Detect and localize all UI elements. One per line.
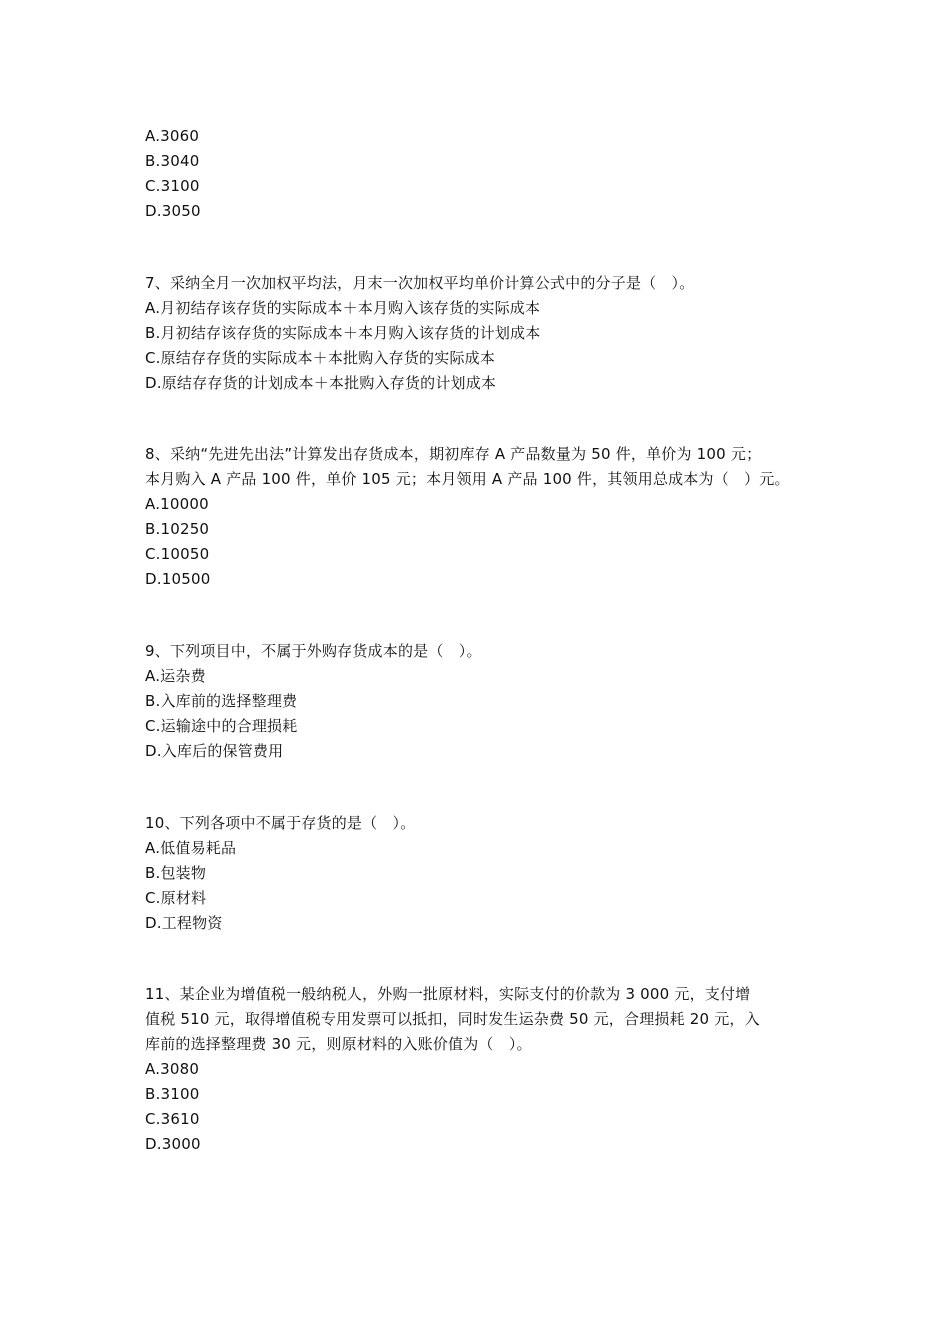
option-c: C.3610 bbox=[145, 1110, 200, 1128]
question-text-line-3: 库前的选择整理费 30 元，则原材料的入账价值为（ ）。 bbox=[145, 1035, 532, 1053]
option-d: D.原结存存货的计划成本＋本批购入存货的计划成本 bbox=[145, 374, 497, 392]
question-text-line-2: 值税 510 元，取得增值税专用发票可以抵扣，同时发生运杂费 50 元，合理损耗 20 元，入 bbox=[145, 1010, 760, 1028]
option-c: C.原结存存货的实际成本＋本批购入存货的实际成本 bbox=[145, 349, 496, 367]
question-text-line-1: 8、采纳“先进先出法”计算发出存货成本，期初库存 A 产品数量为 50 件，单价为 100 元； bbox=[145, 445, 762, 463]
option-c: C.3100 bbox=[145, 177, 200, 195]
option-b: B.月初结存该存货的实际成本＋本月购入该存货的计划成本 bbox=[145, 324, 541, 342]
option-b: B.入库前的选择整理费 bbox=[145, 692, 298, 710]
question-text-line-2: 本月购入 A 产品 100 件，单价 105 元；本月领用 A 产品 100 件，其领用总成本为（ ）元。 bbox=[145, 470, 790, 488]
option-b: B.包装物 bbox=[145, 864, 207, 882]
question-11 bbox=[145, 982, 825, 1157]
option-a: A.3060 bbox=[145, 127, 200, 145]
option-b: B.3040 bbox=[145, 152, 200, 170]
option-a: A.月初结存该存货的实际成本＋本月购入该存货的实际成本 bbox=[145, 299, 541, 317]
option-d: D.3050 bbox=[145, 202, 201, 220]
option-c: C.原材料 bbox=[145, 889, 207, 907]
question-10 bbox=[145, 811, 825, 936]
option-a: A.低值易耗品 bbox=[145, 839, 237, 857]
option-c: C.运输途中的合理损耗 bbox=[145, 717, 298, 735]
option-c: C.10050 bbox=[145, 545, 210, 563]
option-d: D.入库后的保管费用 bbox=[145, 742, 284, 760]
option-b: B.3100 bbox=[145, 1085, 200, 1103]
question-9 bbox=[145, 639, 825, 764]
question-text: 10、下列各项中不属于存货的是（ ）。 bbox=[145, 814, 416, 832]
option-d: D.工程物资 bbox=[145, 914, 223, 932]
question-8 bbox=[145, 442, 825, 592]
option-a: A.运杂费 bbox=[145, 667, 206, 685]
option-a: A.10000 bbox=[145, 495, 209, 513]
option-d: D.10500 bbox=[145, 570, 211, 588]
question-text: 9、下列项目中，不属于外购存货成本的是（ ）。 bbox=[145, 642, 482, 660]
question-6-options bbox=[145, 124, 825, 224]
question-7 bbox=[145, 271, 825, 396]
option-b: B.10250 bbox=[145, 520, 210, 538]
option-d: D.3000 bbox=[145, 1135, 201, 1153]
question-text-line-1: 11、某企业为增值税一般纳税人，外购一批原材料，实际支付的价款为 3 000 元，支付增 bbox=[145, 985, 751, 1003]
option-a: A.3080 bbox=[145, 1060, 200, 1078]
question-text: 7、采纳全月一次加权平均法，月末一次加权平均单价计算公式中的分子是（ ）。 bbox=[145, 274, 695, 292]
